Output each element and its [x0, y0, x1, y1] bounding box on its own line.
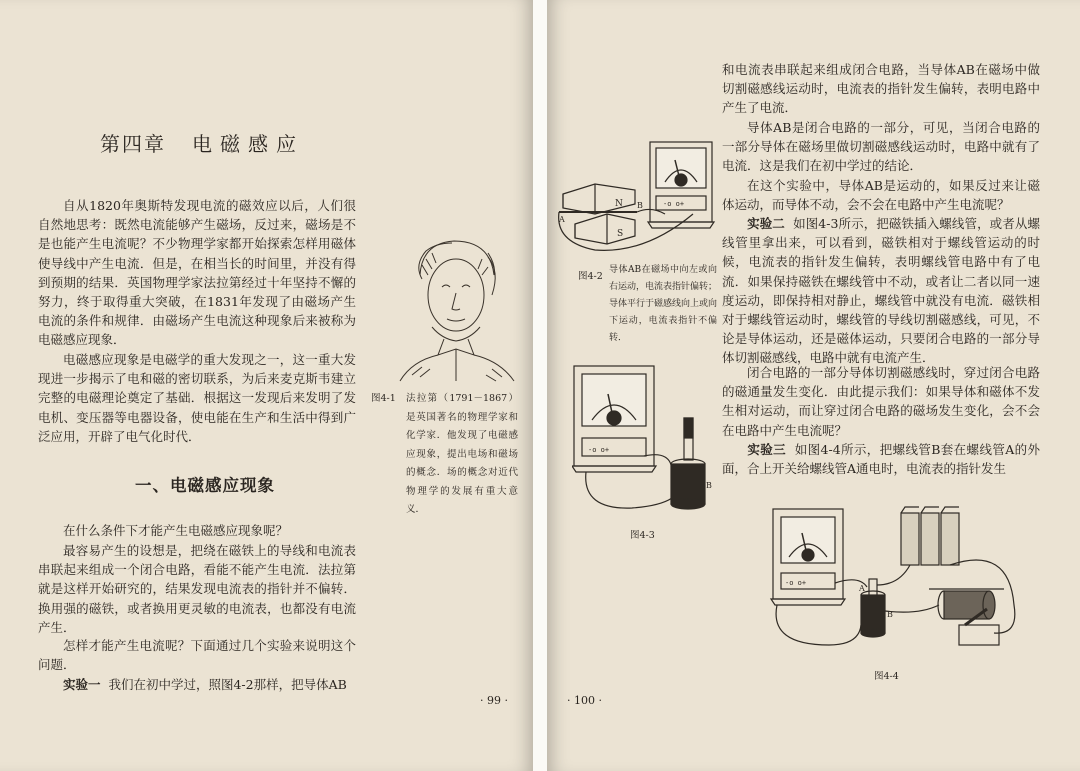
section-paragraph-1: 在什么条件下才能产生电磁感应现象呢？: [63, 523, 289, 538]
right-paragraph-2: 导体AB是闭合电路的一部分，可见，当闭合电路的一部分导体在磁场里做切割磁感线运动时，电路中就有了电流．这是我们在初中学过的结论．: [722, 120, 1040, 174]
book-gutter: [533, 0, 547, 771]
chapter-subtitle: 电磁感应: [192, 132, 304, 156]
figure-4-1-caption: 法拉第（1791－1867）是英国著名的物理学家和化学家．他发现了电磁感应现象，提出电场和磁场的概念．场的概念对近代物理学的发展有重大意义．: [406, 393, 518, 515]
magnet-label-n: N: [615, 199, 623, 209]
meter-scale-42: -o o+: [663, 200, 685, 208]
solenoid-label-b-44: B: [887, 610, 893, 619]
section-title: 一、电磁感应现象: [135, 476, 275, 495]
right-page: [547, 0, 1080, 771]
solenoid-label-a: A: [859, 584, 865, 593]
right-paragraph-3: 在这个实验中，导体AB是运动的，如果反过来让磁体运动，而导体不动，会不会在电路中产生电流呢？: [722, 178, 1040, 213]
right-paragraph-4: 闭合电路的一部分导体切割磁感线时，穿过闭合电路的磁通量发生变化．由此提示我们：如果导体和磁体不发生相对运动，而让穿过闭合电路的磁场发生变化，会不会在电路中产生电流呢？: [722, 365, 1040, 438]
meter-scale-44: -o o+: [785, 579, 807, 587]
conductor-end-a: A: [559, 215, 565, 224]
experiment-3-text: 如图4-4所示，把螺线管B套在螺线管A的外面，合上开关给螺线管A通电时，电流表的指针发生: [722, 442, 1040, 477]
page-number-right: · 100 ·: [567, 694, 602, 707]
faraday-portrait-figure: [392, 235, 520, 383]
experiment-2-text: 如图4-3所示，把磁铁插入螺线管，或者从螺线管里拿出来，可以看到，磁铁相对于螺线管运动的时候，电流表的指针发生偏转，表明螺线管电路中有了电流．如果保持磁铁在螺线管中不动，或者让二者以同一速度运动，即保持相对静止，螺线管中就没有电流．磁铁相对于螺线管运动时，螺线管的导线切割磁感线，可见，不论是导体运动，还是磁体运动，只要闭合电路的一部分导体切割磁感线，电路中就有电流产生．: [722, 216, 1040, 366]
figure-4-4-diagram: [769, 505, 1044, 665]
intro-paragraph-2: 电磁感应现象是电磁学的重大发现之一，这一重大发现进一步揭示了电和磁的密切联系，为后来麦克斯韦建立完整的电磁理论奠定了基础．根据这一发现后来发明了发电机、变压器等电器设备，使电能在生产和生活中得到广泛应用，开辟了电气化时代．: [38, 352, 356, 444]
solenoid-label-b-43: B: [706, 481, 712, 490]
experiment-3-paragraph: [722, 440, 1040, 478]
figure-4-2-caption: 导体AB在磁场中向左或向右运动，电流表指针偏转；导体平行于磁感线向上或向下运动，电流表指针不偏转．: [609, 265, 718, 343]
figure-4-3-label: 图4-3: [630, 530, 655, 541]
page-number-left: · 99 ·: [480, 694, 508, 707]
section-paragraph-2: 最容易产生的设想是，把绕在磁铁上的导线和电流表串联起来组成一个闭合电路，看能不能产生电流．法拉第就是这样开始研究的，结果发现电流表的指针并不偏转．换用强的磁铁，或者换用更灵敏的电流表，也都没有电流产生．: [38, 543, 356, 635]
conductor-end-b: B: [637, 201, 643, 210]
chapter-title: 第四章: [100, 132, 166, 156]
figure-4-1-label: 图4-1: [371, 393, 396, 404]
meter-scale-43: -o o+: [588, 446, 610, 454]
section-paragraph-3: 怎样才能产生电流呢？下面通过几个实验来说明这个问题．: [38, 638, 356, 673]
intro-paragraph-1: 自从1820年奥斯特发现电流的磁效应以后，人们很自然地思考：既然电流能够产生磁场，反过来，磁场是不是也能产生电流呢？不少物理学家都开始探索怎样用磁体使导线中产生电流．但是，在相当长的时间里，并没有得到预期的结果．英国物理学家法拉第经过十年坚持不懈的努力，终于取得重大突破，在1831年发现了由磁场产生电流的条件和规律．由磁场产生电流这种现象后来被称为电磁感应现象．: [38, 198, 356, 348]
figure-4-3-diagram: [572, 360, 722, 520]
experiment-2-label: 实验二: [747, 216, 785, 231]
experiment-3-label: 实验三: [747, 442, 787, 457]
experiment-1-text: 我们在初中学过，照图4-2那样，把导体AB: [108, 677, 347, 692]
figure-4-2-diagram: [555, 132, 720, 257]
magnet-label-s: S: [617, 229, 624, 239]
experiment-2-paragraph: [722, 214, 1040, 368]
right-paragraph-1: 和电流表串联起来组成闭合电路，当导体AB在磁场中做切割磁感线运动时，电流表的指针发生偏转，表明电路中产生了电流．: [722, 62, 1040, 116]
experiment-1-paragraph: [38, 675, 356, 694]
experiment-1-label: 实验一: [63, 677, 101, 692]
figure-4-4-label: 图4-4: [874, 671, 899, 682]
left-page: [0, 0, 533, 771]
chapter-heading: [100, 128, 304, 157]
figure-4-2-label: 图4-2: [578, 271, 603, 282]
